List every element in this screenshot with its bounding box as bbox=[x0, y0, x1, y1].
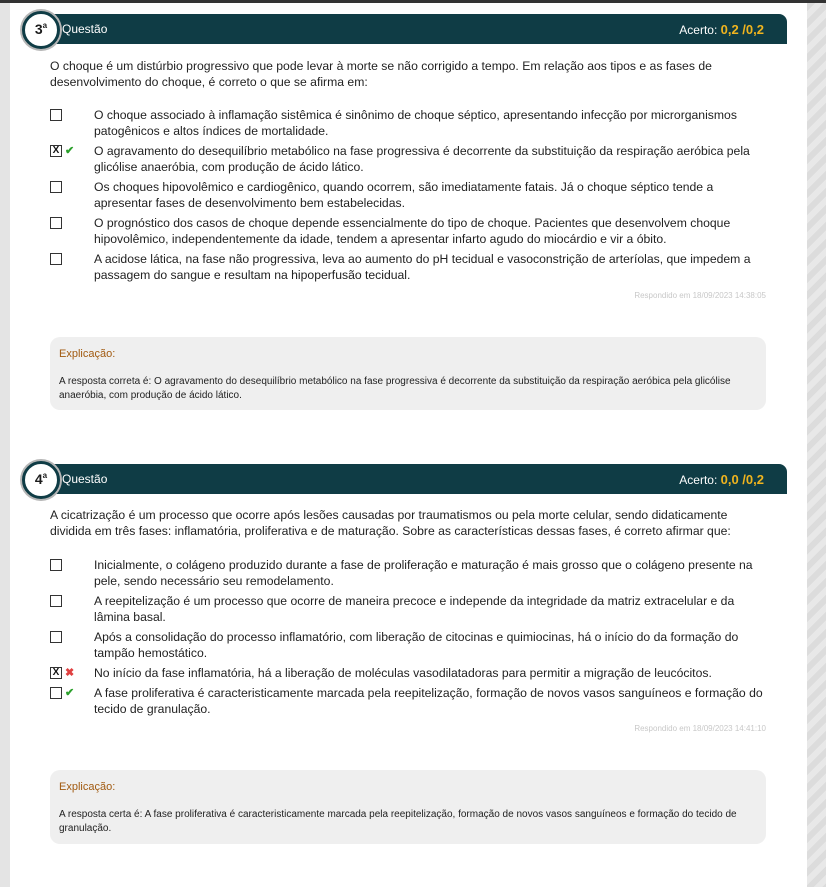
option-checkbox[interactable] bbox=[50, 217, 62, 229]
score-display: Acerto: 0,0 /0,2 bbox=[679, 472, 764, 487]
option-checkbox[interactable] bbox=[50, 559, 62, 571]
question-stem: A cicatrização é um processo que ocorre após lesões causadas por traumatismos ou pela morte celular, sendo didaticamente dividida em três fases: inflamatória, proliferativa e de maturação. Sobre as características dessas fases, é correto afirmar que: bbox=[50, 508, 731, 538]
option-text: Os choques hipovolêmico e cardiogênico, quando ocorrem, são imediatamente fatais. Já o choque séptico tende a apresentar fases de desenvolvimento bem estabelecidas. bbox=[94, 180, 714, 210]
question-stem: O choque é um distúrbio progressivo que pode levar à morte se não corrigido a tempo. Em relação aos tipos e as fases de desenvolvimento do choque, é correto o que se afirma em: bbox=[50, 59, 712, 89]
answer-option[interactable] bbox=[50, 629, 770, 663]
option-text: O choque associado à inflamação sistêmica é sinônimo de choque séptico, apresentando infecção por microrganismos patogênicos e altos índices de mortalidade. bbox=[94, 108, 737, 138]
option-text: No início da fase inflamatória, há a liberação de moléculas vasodilatadoras para permitir a migração de leucócitos. bbox=[94, 666, 712, 680]
option-text: O agravamento do desequilíbrio metabólico na fase progressiva é decorrente da substituição da respiração aeróbica pela glicólise anaeróbia, com produção de ácido lático. bbox=[94, 144, 750, 174]
score-value: 0,0 /0,2 bbox=[720, 472, 764, 487]
answer-option[interactable] bbox=[50, 143, 770, 177]
answer-option[interactable] bbox=[50, 665, 770, 683]
explanation-text: A resposta correta é: O agravamento do desequilíbrio metabólico na fase progressiva é decorrente da substituição da respiração aeróbica pela glicólise anaeróbia, com produção de ácido lático. bbox=[59, 376, 731, 401]
explanation-label: Explicação: bbox=[59, 348, 116, 360]
score-display: Acerto: 0,2 /0,2 bbox=[679, 22, 764, 37]
question-4-header bbox=[28, 464, 787, 494]
option-checkbox[interactable] bbox=[50, 109, 62, 121]
option-checkbox[interactable]: X bbox=[50, 667, 62, 679]
option-text: Inicialmente, o colágeno produzido durante a fase de proliferação e maturação é mais grosso que o colágeno presente na pele, sendo necessário seu remodelamento. bbox=[94, 558, 753, 588]
wrong-x-icon: ✖ bbox=[65, 667, 75, 679]
explanation-box bbox=[50, 770, 766, 844]
question-number-badge: 4$^a$ bbox=[22, 461, 60, 499]
option-checkbox[interactable] bbox=[50, 181, 62, 193]
explanation-text: A resposta certa é: A fase proliferativa é caracteristicamente marcada pela reepitelização, formação de novos vasos sanguíneos e formação do tecido de granulação. bbox=[59, 809, 737, 834]
option-text: O prognóstico dos casos de choque depende essencialmente do tipo de choque. Pacientes que desenvolvem choque hipovolêmico, independentemente da idade, tendem a apresentar infarto agudo do miocárdio e vir a óbito. bbox=[94, 216, 731, 246]
question-3-header bbox=[28, 14, 787, 44]
answer-option[interactable] bbox=[50, 179, 770, 213]
answer-option[interactable] bbox=[50, 215, 770, 249]
score-value: 0,2 /0,2 bbox=[720, 22, 764, 37]
option-checkbox[interactable] bbox=[50, 253, 62, 265]
option-checkbox[interactable]: X bbox=[50, 145, 62, 157]
correct-check-icon: ✔ bbox=[65, 687, 75, 699]
option-text: Após a consolidação do processo inflamatório, com liberação de citocinas e quimiocinas, há o início do da formação do tampão hemostático. bbox=[94, 630, 739, 660]
scrollbar-track[interactable] bbox=[807, 3, 826, 887]
explanation-box bbox=[50, 337, 766, 410]
answer-option[interactable] bbox=[50, 107, 770, 141]
option-checkbox[interactable] bbox=[50, 687, 62, 699]
answer-option[interactable] bbox=[50, 593, 770, 627]
question-title: Questão bbox=[62, 472, 108, 486]
option-checkbox[interactable] bbox=[50, 595, 62, 607]
option-checkbox[interactable] bbox=[50, 631, 62, 643]
question-title: Questão bbox=[62, 22, 108, 36]
option-text: A fase proliferativa é caracteristicamente marcada pela reepitelização, formação de novos vasos sanguíneos e formação do tecido de granulação. bbox=[94, 686, 763, 716]
answered-timestamp: Respondido em 18/09/2023 14:41:10 bbox=[634, 724, 766, 733]
answered-timestamp: Respondido em 18/09/2023 14:38:05 bbox=[634, 291, 766, 300]
correct-check-icon: ✔ bbox=[65, 145, 75, 157]
option-text: A acidose lática, na fase não progressiva, leva ao aumento do pH tecidual e vasoconstrição de arteríolas, que impedem a passagem do sangue e resultam na hipoperfusão tecidual. bbox=[94, 252, 751, 282]
answer-option[interactable] bbox=[50, 251, 770, 285]
answer-option[interactable] bbox=[50, 557, 770, 591]
answer-option[interactable] bbox=[50, 685, 770, 719]
option-text: A reepitelização é um processo que ocorre de maneira precoce e independe da integridade da matriz extracelular e da lâmina basal. bbox=[94, 594, 735, 624]
explanation-label: Explicação: bbox=[59, 781, 116, 793]
question-number-badge: 3$^a$ bbox=[22, 11, 60, 49]
